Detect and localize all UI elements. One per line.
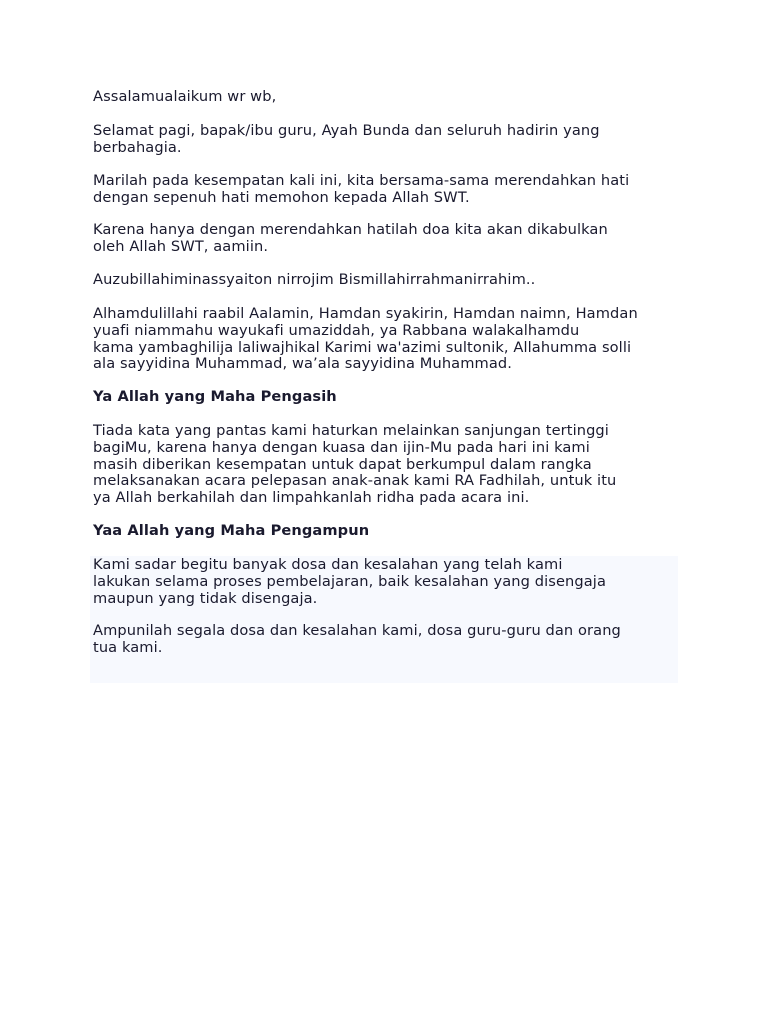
praise-paragraph (93, 423, 693, 507)
paragraph-line: bagiMu, karena hanya dengan kuasa dan ijin-Mu pada hari ini kami (93, 438, 590, 456)
paragraph-line: dengan sepenuh hati memohon kepada Allah SWT. (93, 188, 470, 206)
paragraph-line: Ampunilah segala dosa dan kesalahan kami, dosa guru-guru dan orang (93, 622, 621, 639)
paragraph-line: yuafi niammahu wayukafi umaziddah, ya Rabbana walakalhamdu (93, 321, 580, 339)
greeting-paragraph (93, 89, 693, 106)
paragraph-line: Karena hanya dengan merendahkan hatilah doa kita akan dikabulkan (93, 221, 608, 238)
paragraph-line: Auzubillahiminassyaiton nirrojim Bismillahirrahmanirrahim.. (93, 271, 536, 288)
paragraph-line: masih diberikan kesempatan untuk dapat berkumpul dalam rangka (93, 455, 592, 473)
section-heading-pengampun (93, 523, 693, 540)
forgiveness-paragraph (93, 623, 693, 657)
paragraph-line: ya Allah berkahilah dan limpahkanlah ridha pada acara ini. (93, 489, 530, 507)
paragraph-line: Alhamdulillahi raabil Aalamin, Hamdan syakirin, Hamdan naimn, Hamdan (93, 305, 638, 322)
opening-paragraph (93, 123, 693, 157)
confession-paragraph (93, 557, 693, 607)
taawudz-paragraph (93, 272, 693, 289)
paragraph-line: ala sayyidina Muhammad, wa’ala sayyidina Muhammad. (93, 355, 512, 373)
paragraph-line: lakukan selama proses pembelajaran, baik kesalahan yang disengaja (93, 572, 606, 590)
section-heading-pengasih (93, 389, 693, 406)
paragraph-line: melaksanakan acara pelepasan anak-anak kami RA Fadhilah, untuk itu (93, 472, 617, 490)
reason-paragraph (93, 222, 693, 256)
paragraph-line: Marilah pada kesempatan kali ini, kita bersama-sama merendahkan hati (93, 172, 630, 189)
heading-text: Ya Allah yang Maha Pengasih (93, 388, 337, 405)
paragraph-line: maupun yang tidak disengaja. (93, 589, 318, 607)
paragraph-line: oleh Allah SWT, aamiin. (93, 237, 269, 255)
paragraph-line: Tiada kata yang pantas kami haturkan melainkan sanjungan tertinggi (93, 422, 609, 439)
hamdalah-paragraph (93, 306, 693, 373)
invitation-paragraph (93, 173, 693, 207)
paragraph-line: berbahagia. (93, 138, 182, 156)
paragraph-line: Kami sadar begitu banyak dosa dan kesalahan yang telah kami (93, 556, 563, 573)
paragraph-line: kama yambaghilija laliwajhikal Karimi wa'azimi sultonik, Allahumma solli (93, 338, 632, 356)
paragraph-line: Selamat pagi, bapak/ibu guru, Ayah Bunda dan seluruh hadirin yang (93, 122, 600, 139)
paragraph-line: tua kami. (93, 638, 163, 656)
heading-text: Yaa Allah yang Maha Pengampun (93, 522, 370, 539)
greeting-line: Assalamualaikum wr wb, (93, 88, 277, 105)
